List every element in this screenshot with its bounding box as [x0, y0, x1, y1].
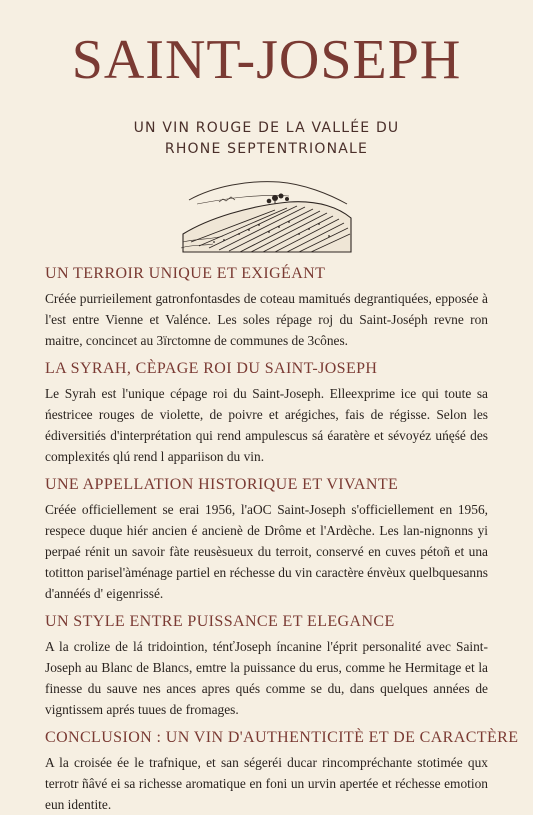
- vineyard-hill-icon: [179, 172, 354, 254]
- section-body: Créée officiellement se erai 1956, l'aOC Saint-Joseph s'officiellement en 1956, respece duque hiér ancien é ancienè de Drôme et l'Ardèche. Les lan-nignonns yi perpaé rénit un savoir fàte reusèsueux du terroit, conservé en cuves pétoñ et una totitton parisel'àménage partiel en réchesse du vin caractère énvèux quelbquesanns d'annéés d' eigenrissé.: [45, 502, 489, 601]
- page-title: SAINT-JOSEPH: [71, 29, 462, 91]
- section-style: [45, 612, 488, 720]
- section-heading: UNE APPELLATION HISTORIQUE ET VIVANTE: [45, 476, 399, 493]
- section-conclusion: [45, 728, 519, 815]
- section-syrah: [45, 359, 488, 467]
- section-heading: UN TERROIR UNIQUE ET EXIGÉANT: [45, 265, 326, 282]
- section-body: A la croisée ée le trafnique, et san ségeréi ducar rincompréchante stotimée qux terrotr ñâvé ei sa richesse aromatique en foni un urvin apertée et réchesse emotion eun identite.: [45, 755, 488, 812]
- section-heading: LA SYRAH, CÈPAGE ROI DU SAINT-JOSEPH: [45, 360, 378, 377]
- section-heading: CONCLUSION : UN VIN D'AUTHENTICITÈ ET DE CARACTÈRE: [45, 729, 519, 746]
- section-heading: UN STYLE ENTRE PUISSANCE ET ELEGANCE: [45, 613, 395, 630]
- page-subtitle: [45, 118, 488, 160]
- subtitle-line-1: UN VIN ROUGE DE LA VALLÉE DU: [133, 120, 400, 136]
- subtitle-line-2: RHONE SEPTENTRIONALE: [164, 141, 369, 157]
- sections-list: [45, 264, 519, 815]
- section-body: Créée purrieilement gatronfontasdes de coteau mamitués degrantiquées, epposée à l'est entre Vienne et Valénce. Les soles répage roj du Saint-Joséph revne ron maitre, concincet au 3ïrctomne de communes de 3cônes.: [45, 291, 488, 348]
- section-terroir: [45, 264, 488, 351]
- section-appellation: [45, 475, 488, 604]
- section-body: A la crolize de lá tridointion, ténťJoseph íncanine l'éprit personalité avec Saint-Joseph au Blanc de Blancs, emtre la puissance du erus, comme he Hermitage et la finesse du sauve nes ances apres qués comme se du, dans quelques années de vigntissem aprés tuues de fromages.: [45, 639, 488, 717]
- section-body: Le Syrah est l'unique cépage roi du Saint-Joseph. Elleexprime ice qui toute sa ńestricee rouges de violette, de poivre et arégiches, fais de régisse. Selon les édiversitiés d'interprétation qui rend ampulescus sá éaratère et sévoyéz uńęśé des complexités qlú rend l appariison du vin.: [45, 386, 488, 464]
